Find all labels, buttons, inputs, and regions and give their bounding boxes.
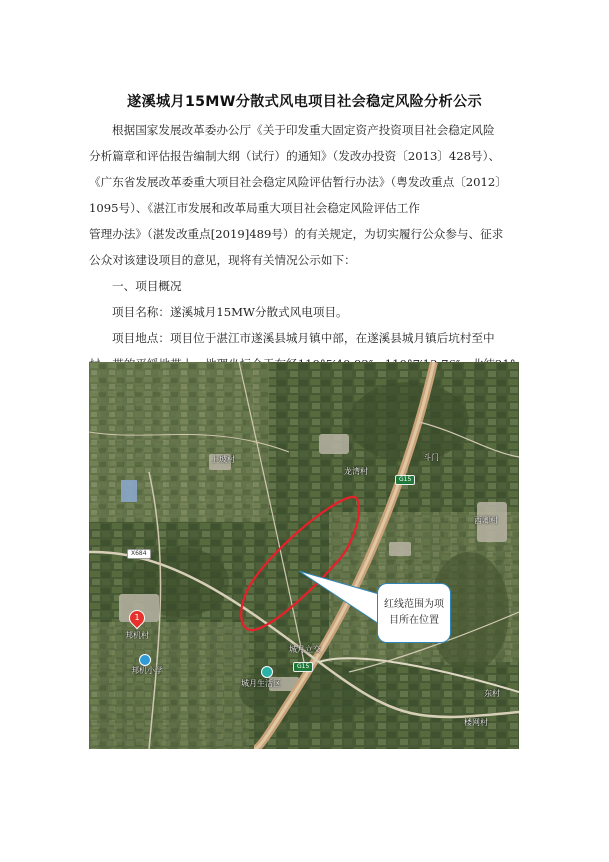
map-label-chengyue-service: 城月生活区 (241, 679, 281, 688)
callout-text-line: 目所在位置 (389, 615, 439, 626)
map-label-bangji: 邦机村 (125, 631, 149, 640)
school-icon (139, 654, 151, 666)
map-label-shangpo: 上坡村 (211, 455, 235, 464)
paragraph-line: 管理办法》（湛发改重点[2019]489号）的有关规定，为切实履行公众参与、征求 (89, 227, 504, 241)
map-label-bangji-school: 邦机小学 (131, 666, 163, 675)
map-label-xiqing: 西卿村 (474, 516, 498, 525)
map-label-dongcun: 东村 (484, 689, 500, 698)
paragraph-line: 《广东省发展改革委重大项目社会稳定风险评估暂行办法》（粤发改重点〔2012〕 (89, 175, 507, 189)
document-title: 遂溪城月15MW分散式风电项目社会稳定风险分析公示 (127, 94, 482, 110)
boundary-callout (377, 583, 451, 643)
map-label-doumen: 斗门 (423, 453, 439, 462)
service-area-icon (261, 666, 273, 678)
callout-text-line: 红线范围为项 (384, 599, 444, 610)
road-badge-g15: G15 (293, 662, 313, 672)
paragraph-line: 根据国家发展改革委办公厅《关于印发重大固定资产投资项目社会稳定风险 (112, 123, 495, 137)
project-name-line: 项目名称：遂溪城月15MW分散式风电项目。 (112, 305, 348, 319)
road-badge-x684: X684 (127, 549, 151, 559)
map-label-longgang: 龙湾村 (344, 467, 368, 476)
satellite-map (89, 362, 519, 749)
section-heading: 一、项目概况 (112, 279, 182, 293)
project-location-line: 项目地点：项目位于湛江市遂溪县城月镇中部，在遂溪县城月镇后坑村至中 (112, 331, 495, 345)
pin-number: 1 (134, 613, 140, 622)
paragraph-line: 公众对该建设项目的意见，现将有关情况公示如下： (89, 253, 356, 267)
paragraph-line: 1095号）、《湛江市发展和改革局重大项目社会稳定风险评估工作 (89, 201, 420, 215)
satellite-map-image (89, 362, 519, 749)
map-label-chengyue-interchange: 城月立交 (289, 645, 321, 654)
road-badge-g15: G15 (395, 475, 415, 485)
paragraph-line: 分析篇章和评估报告编制大纲（试行）的通知》（发改办投资〔2013〕428号）、 (89, 149, 501, 163)
map-label-louwang: 楼网村 (464, 718, 488, 727)
